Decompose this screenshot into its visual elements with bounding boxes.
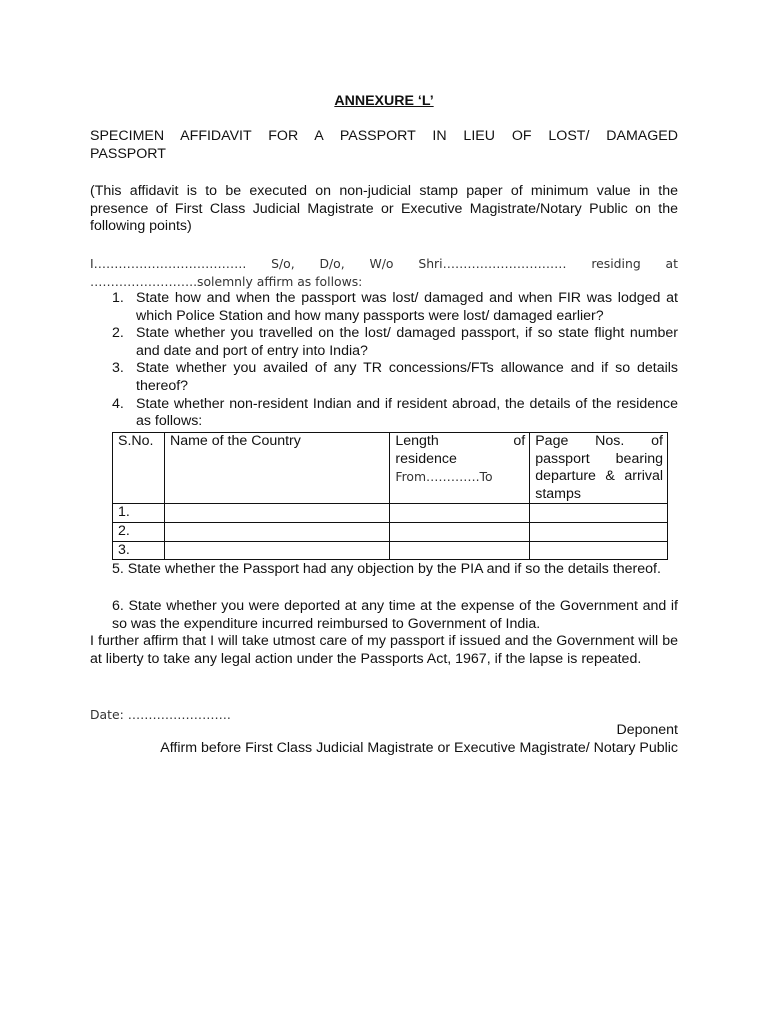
deponent-label: Deponent (616, 722, 678, 738)
list-item-number: 3. (112, 360, 124, 377)
list-item-number: 4. (112, 395, 124, 412)
list-item-text: State whether you travelled on the lost/ damaged passport, if so state flight number and date and port of entry into India? (136, 325, 678, 359)
point-5: 5. State whether the Passport had any objection by the PIA and if so the details thereof. (112, 561, 661, 577)
at-label: at (665, 256, 678, 271)
list-item (90, 290, 678, 325)
row-pages-cell (530, 541, 668, 560)
document-title-line-2: PASSPORT (90, 145, 166, 162)
header-pages: Page Nos. of passport bearing departure & arrival stamps (530, 433, 668, 504)
date-field: Date: ……………………. (90, 707, 231, 722)
annexure-title: ANNEXURE ‘L’ (334, 93, 434, 109)
declarant-name-blank: I………………………………. (90, 256, 247, 271)
instruction-note: (This affidavit is to be executed on non-judicial stamp paper of minimum value in the presence of First Class Judicial Magistrate or Executive Magistrate/Notary Public on the following points) (90, 183, 678, 235)
header-length-line-2: residence (395, 450, 457, 467)
header-length-line-1: Length of (395, 433, 526, 449)
list-item-number: 2. (112, 325, 124, 342)
row-country-cell (164, 504, 389, 523)
list-item-number: 1. (112, 290, 124, 306)
declaration-line-1 (90, 255, 678, 273)
row-length-cell (390, 504, 530, 523)
relation-options: S/o, D/o, W/o (271, 256, 394, 271)
residence-table (112, 432, 668, 560)
row-pages-cell (530, 504, 668, 523)
table-row (113, 504, 668, 523)
declaration-line-2: ……………………..solemnly affirm as follows: (90, 273, 363, 289)
header-length (390, 433, 530, 504)
list-item-text: State whether you availed of any TR concessions/FTs allowance and if so details thereof? (136, 360, 678, 394)
residing-label: residing (591, 256, 641, 271)
list-item (90, 325, 678, 360)
row-country-cell (164, 522, 389, 541)
row-length-cell (390, 522, 530, 541)
list-item (90, 396, 678, 431)
father-name-blank: Shri………………………… (418, 256, 567, 271)
row-country-cell (164, 541, 389, 560)
table-row (113, 522, 668, 541)
further-affirm: I further affirm that I will take utmost care of my passport if issued and the Government will be at liberty to take any legal action under the Passports Act, 1967, if the lapse is repeated. (90, 633, 678, 667)
header-country: Name of the Country (164, 433, 389, 504)
list-item (90, 360, 678, 395)
affirm-before: Affirm before First Class Judicial Magistrate or Executive Magistrate/ Notary Public (160, 740, 678, 756)
header-length-line-3: From………….To (395, 469, 493, 485)
points-list (90, 290, 678, 431)
point-6: 6. State whether you were deported at any time at the expense of the Government and if so was the expenditure incurred reimbursed to Government of India. (112, 598, 678, 632)
list-item-text: State how and when the passport was lost/ damaged and when FIR was lodged at which Police Station and how many passports were lost/ damaged earlier? (136, 290, 678, 324)
row-sno: 2. (113, 522, 165, 541)
row-length-cell (390, 541, 530, 560)
document-title (90, 128, 678, 163)
header-sno: S.No. (113, 433, 165, 504)
row-pages-cell (530, 522, 668, 541)
row-sno: 1. (113, 504, 165, 523)
row-sno: 3. (113, 541, 165, 560)
document-title-line-1: SPECIMEN AFFIDAVIT FOR A PASSPORT IN LIEU OF LOST/ DAMAGED (90, 128, 678, 144)
table-header-row (113, 433, 668, 504)
list-item-text: State whether non-resident Indian and if resident abroad, the details of the residence as follows: (136, 395, 678, 430)
table-row (113, 541, 668, 560)
declaration-block (90, 255, 678, 290)
